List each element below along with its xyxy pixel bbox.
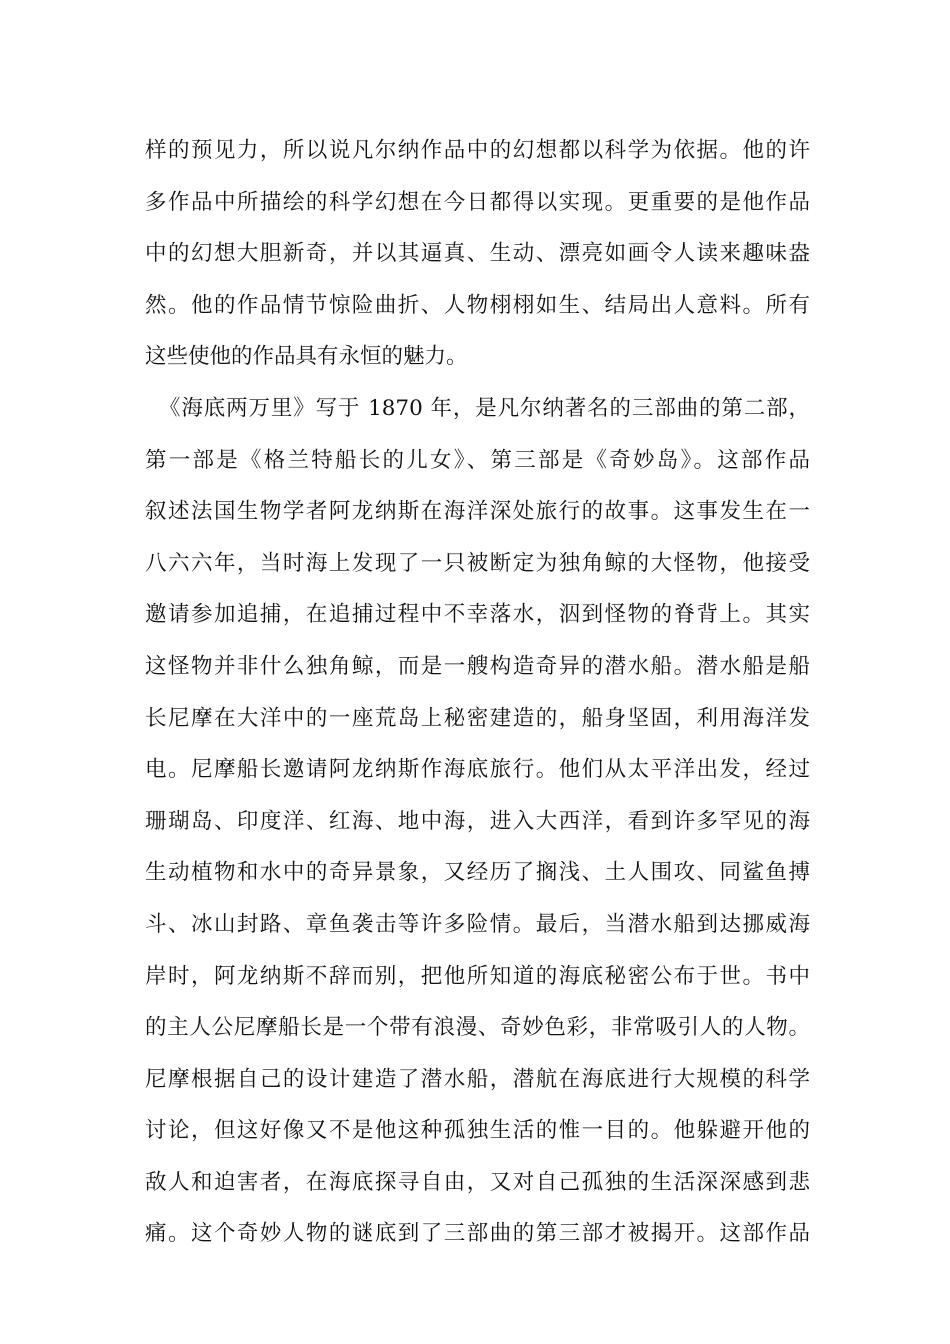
text-line: 第一部是《格兰特船长的儿女》、第三部是《奇妙岛》。这部作品 <box>145 447 810 473</box>
text-line: 的主人公尼摩船长是一个带有浪漫、奇妙色彩，非常吸引人的人物。 <box>145 1015 810 1041</box>
text-line: 痛。这个奇妙人物的谜底到了三部曲的第三部才被揭开。这部作品 <box>145 1221 810 1247</box>
text-line: 电。尼摩船长邀请阿龙纳斯作海底旅行。他们从太平洋出发，经过 <box>145 757 810 783</box>
text-line: 样的预见力，所以说凡尔纳作品中的幻想都以科学为依据。他的许 <box>145 138 810 163</box>
paragraph-start-line: 《海底两万里》写于 1870 年，是凡尔纳著名的三部曲的第二部， <box>159 395 810 421</box>
text-line: 叙述法国生物学者阿龙纳斯在海洋深处旅行的故事。这事发生在一 <box>145 499 810 525</box>
text-line: 斗、冰山封路、章鱼袭击等许多险情。最后，当潜水船到达挪威海 <box>145 911 810 937</box>
text-line: 敌人和迫害者，在海底探寻自由，又对自己孤独的生活深深感到悲 <box>145 1169 810 1195</box>
text-line: 长尼摩在大洋中的一座荒岛上秘密建造的，船身坚固，利用海洋发 <box>145 705 810 731</box>
text-line: 尼摩根据自己的设计建造了潜水船，潜航在海底进行大规模的科学 <box>145 1066 810 1092</box>
text-line: 然。他的作品情节惊险曲折、人物栩栩如生、结局出人意料。所有 <box>145 292 810 318</box>
text-line: 生动植物和水中的奇异景象，又经历了搁浅、土人围攻、同鲨鱼搏 <box>145 860 810 886</box>
text-line: 多作品中所描绘的科学幻想在今日都得以实现。更重要的是他作品 <box>145 189 810 215</box>
text-line: 这怪物并非什么独角鲸，而是一艘构造奇异的潜水船。潜水船是船 <box>145 653 810 679</box>
text-line: 岸时，阿龙纳斯不辞而别，把他所知道的海底秘密公布于世。书中 <box>145 963 810 989</box>
text-line: 中的幻想大胆新奇，并以其逼真、生动、漂亮如画令人读来趣味盎 <box>145 241 810 267</box>
paragraph-end-line: 这些使他的作品具有永恒的魅力。 <box>145 344 468 370</box>
text-line: 珊瑚岛、印度洋、红海、地中海，进入大西洋，看到许多罕见的海 <box>145 808 810 834</box>
body-text <box>145 129 810 1264</box>
text-line: 八六六年，当时海上发现了一只被断定为独角鲸的大怪物，他接受 <box>145 550 810 576</box>
text-line: 讨论，但这好像又不是他这种孤独生活的惟一目的。他躲避开他的 <box>145 1118 810 1144</box>
text-line: 邀请参加追捕，在追捕过程中不幸落水，泅到怪物的脊背上。其实 <box>145 602 810 628</box>
